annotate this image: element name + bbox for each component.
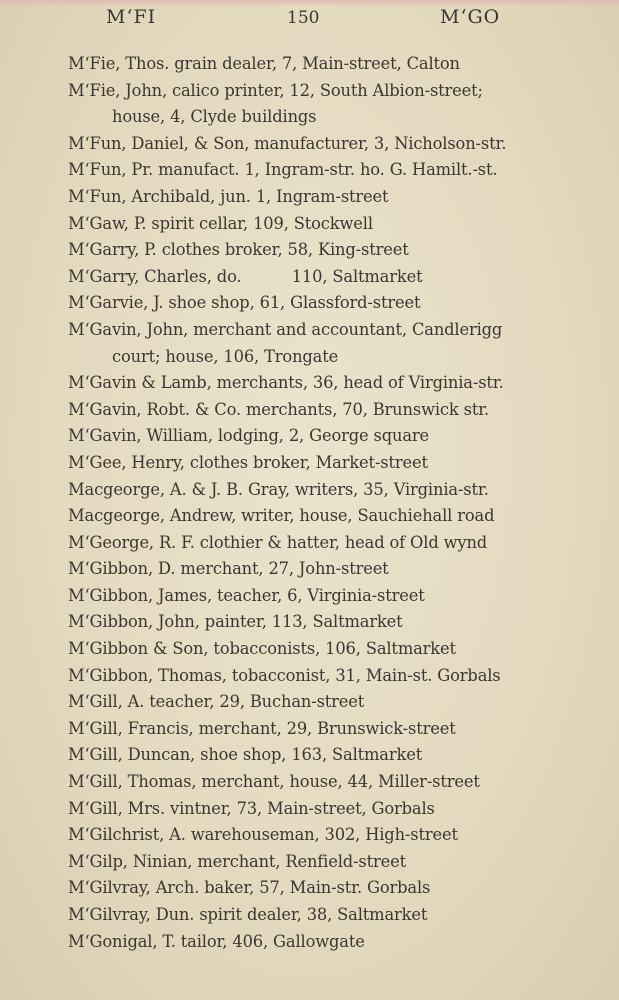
entry-line: Macgeorge, Andrew, writer, house, Sauchiehall road xyxy=(68,506,495,526)
directory-entry xyxy=(68,689,556,716)
entry-line: M‘Fun, Daniel, & Son, manufacturer, 3, Nicholson-str. xyxy=(68,133,507,153)
directory-entry xyxy=(68,556,556,583)
directory-entry xyxy=(68,583,556,610)
entry-line: M‘Gilvray, Arch. baker, 57, Main-str. Gorbals xyxy=(68,878,431,898)
directory-entry xyxy=(68,397,556,424)
directory-entry xyxy=(68,157,556,184)
directory-entry xyxy=(68,929,556,956)
directory-entry xyxy=(68,370,556,397)
entry-line: M‘Garvie, J. shoe shop, 61, Glassford-street xyxy=(68,293,421,313)
directory-entry xyxy=(68,769,556,796)
entry-line: M‘Gibbon, James, teacher, 6, Virginia-street xyxy=(68,585,425,605)
entry-line: Macgeorge, A. & J. B. Gray, writers, 35, Virginia-str. xyxy=(68,479,489,499)
directory-entry xyxy=(68,450,556,477)
directory-entry xyxy=(68,902,556,929)
directory-entry xyxy=(68,211,556,238)
entry-line: M‘Gill, A. teacher, 29, Buchan-street xyxy=(68,692,365,712)
directory-entry xyxy=(68,530,556,557)
directory-entry xyxy=(68,822,556,849)
entry-line: M‘Garry, Charles, do. 110, Saltmarket xyxy=(68,266,423,286)
entry-line: M‘Gill, Thomas, merchant, house, 44, Miller-street xyxy=(68,772,480,792)
header-left-guide-word: M‘FI xyxy=(106,6,157,28)
directory-entry xyxy=(68,849,556,876)
running-header xyxy=(0,6,619,36)
directory-entry xyxy=(68,237,556,264)
entry-line: M‘Gaw, P. spirit cellar, 109, Stockwell xyxy=(68,213,373,233)
directory-entry xyxy=(68,423,556,450)
entry-line: M‘Gilp, Ninian, merchant, Renfield-street xyxy=(68,851,406,871)
directory-entry xyxy=(68,742,556,769)
entry-line: M‘Gonigal, T. tailor, 406, Gallowgate xyxy=(68,931,365,951)
entry-line: M‘Gee, Henry, clothes broker, Market-street xyxy=(68,452,428,472)
directory-entry xyxy=(68,264,556,291)
directory-entry xyxy=(68,290,556,317)
entry-line: M‘Gilvray, Dun. spirit dealer, 38, Saltmarket xyxy=(68,905,428,924)
directory-entry xyxy=(68,796,556,823)
entry-line: M‘Gibbon, John, painter, 113, Saltmarket xyxy=(68,612,403,632)
entry-line: M‘Gibbon & Son, tobacconists, 106, Saltmarket xyxy=(68,639,456,659)
entry-line: M‘Fun, Archibald, jun. 1, Ingram-street xyxy=(68,186,389,206)
directory-entry xyxy=(68,663,556,690)
entry-line: M‘Garry, P. clothes broker, 58, King-street xyxy=(68,240,409,260)
entry-line: M‘Gavin, William, lodging, 2, George square xyxy=(68,426,429,446)
entry-line: M‘Gavin & Lamb, merchants, 36, head of Virginia-str. xyxy=(68,373,504,393)
page-number: 150 xyxy=(287,8,320,28)
entry-line: M‘Gibbon, D. merchant, 27, John-street xyxy=(68,559,389,579)
entry-line: M‘Gill, Duncan, shoe shop, 163, Saltmarket xyxy=(68,745,423,765)
directory-entry xyxy=(68,477,556,504)
entry-line: M‘Gilchrist, A. warehouseman, 302, High-street xyxy=(68,825,458,845)
entry-line: M‘Gavin, Robt. & Co. merchants, 70, Brunswick str. xyxy=(68,399,490,419)
entry-line: M‘Gill, Mrs. vintner, 73, Main-street, Gorbals xyxy=(68,798,435,818)
entry-continuation-line: court; house, 106, Trongate xyxy=(112,346,339,366)
directory-listing xyxy=(68,51,556,955)
entry-line: M‘Gill, Francis, merchant, 29, Brunswick-street xyxy=(68,718,456,738)
entry-continuation-line: house, 4, Clyde buildings xyxy=(112,107,317,127)
directory-entry xyxy=(68,184,556,211)
directory-entry xyxy=(68,875,556,902)
header-right-guide-word: M‘GO xyxy=(440,6,501,28)
directory-entry xyxy=(68,131,556,158)
entry-line: M‘Gibbon, Thomas, tobacconist, 31, Main-st. Gorbals xyxy=(68,665,501,685)
directory-entry xyxy=(68,317,556,370)
entry-line: M‘Fie, John, calico printer, 12, South Albion-street; xyxy=(68,80,483,100)
entry-line: M‘Fun, Pr. manufact. 1, Ingram-str. ho. G. Hamilt.-st. xyxy=(68,160,498,180)
entry-line: M‘Gavin, John, merchant and accountant, Candlerigg xyxy=(68,319,503,339)
entry-line: M‘George, R. F. clothier & hatter, head of Old wynd xyxy=(68,532,488,552)
directory-entry xyxy=(68,609,556,636)
directory-entry xyxy=(68,51,556,78)
directory-entry xyxy=(68,503,556,530)
directory-entry xyxy=(68,716,556,743)
directory-entry xyxy=(68,78,556,131)
entry-line: M‘Fie, Thos. grain dealer, 7, Main-street, Calton xyxy=(68,54,460,73)
directory-entry xyxy=(68,636,556,663)
